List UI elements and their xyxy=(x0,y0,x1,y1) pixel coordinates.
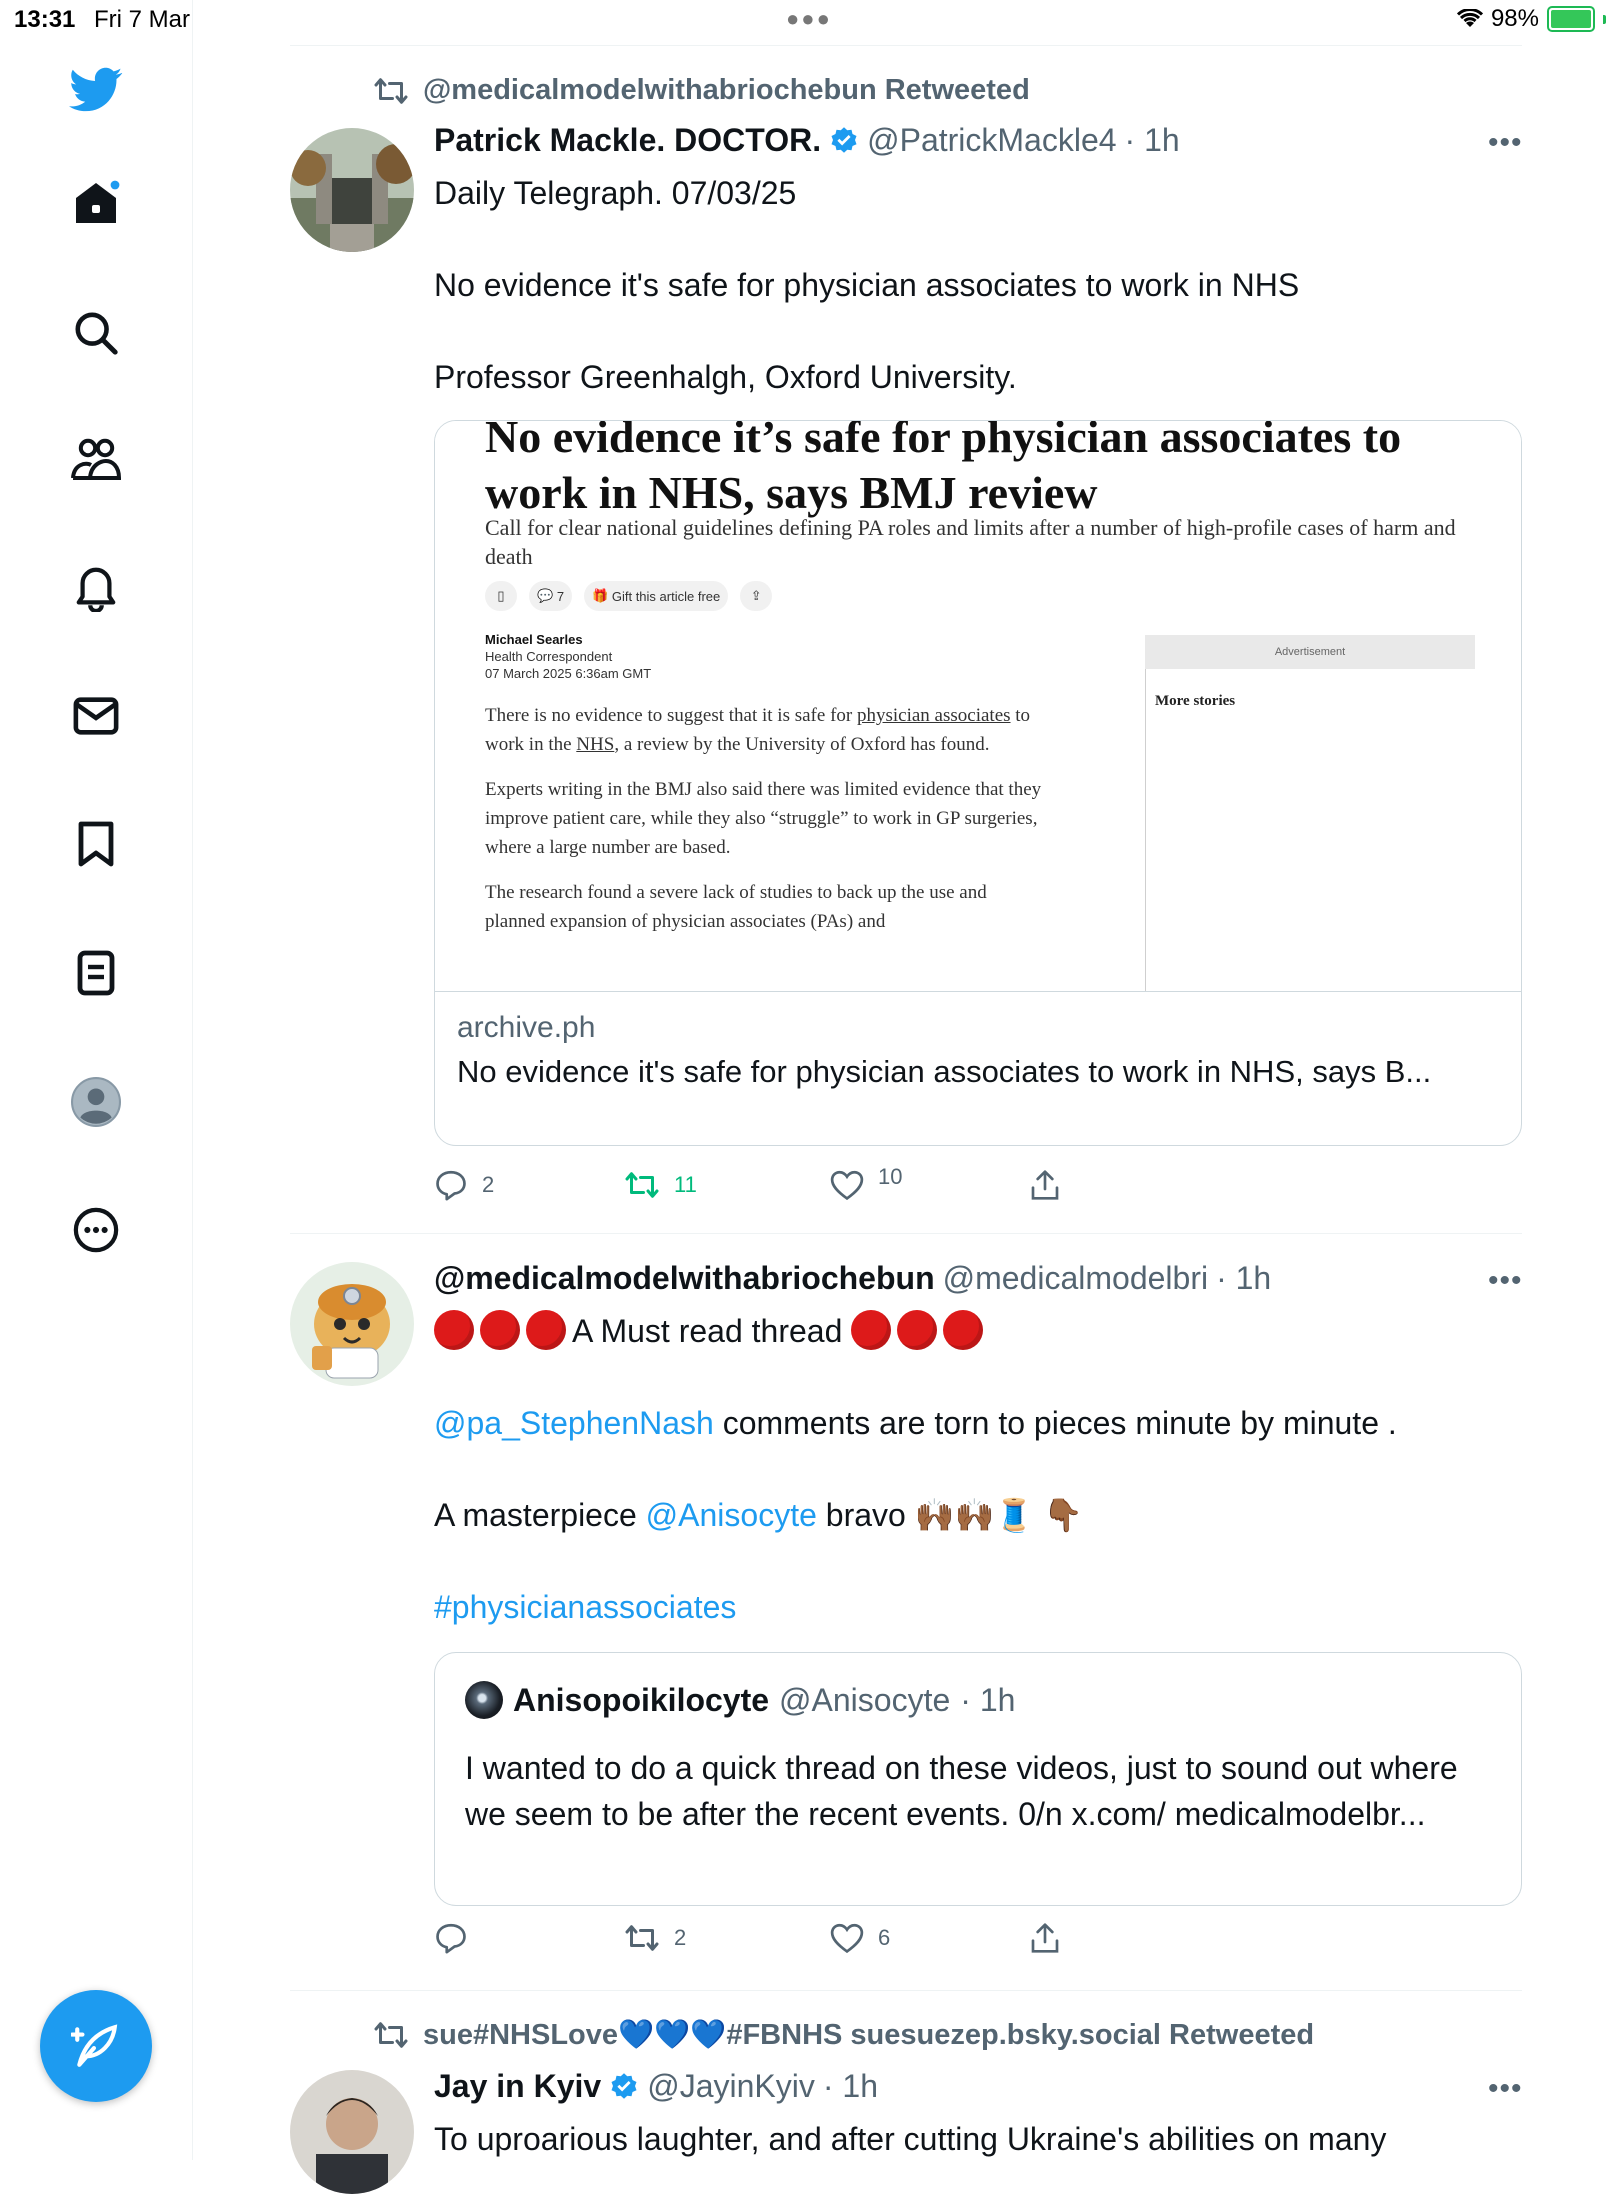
quoted-tweet[interactable] xyxy=(434,1652,1522,1906)
share-icon xyxy=(1030,1922,1060,1954)
quoted-tweet-time: · 1h xyxy=(960,1681,1016,1718)
share-button[interactable] xyxy=(1030,1918,1060,1958)
bookmarks-icon[interactable] xyxy=(66,814,126,874)
tweet-line: A Must read thread xyxy=(434,1308,1494,1354)
tweet-time: · 1h xyxy=(1216,1260,1272,1296)
article-standfirst: Call for clear national guidelines defining PA roles and limits after a number of high-profile cases of harm and death xyxy=(485,515,1456,569)
reply-icon xyxy=(434,1169,468,1201)
retweet-context xyxy=(373,74,1030,107)
mention-link[interactable]: @Anisocyte xyxy=(645,1497,817,1533)
retweeted-by-text[interactable]: @medicalmodelwithabriochebun Retweeted xyxy=(423,74,1030,106)
sidebar xyxy=(0,0,193,2160)
tweet-header xyxy=(434,122,1180,159)
tweet-line: To uproarious laughter, and after cutting Ukraine's abilities on many xyxy=(434,2121,1387,2157)
author-name[interactable]: Jay in Kyiv xyxy=(434,2068,602,2104)
tweet-header xyxy=(434,2068,878,2105)
hashtag-link[interactable]: #physicianassociates xyxy=(434,1589,737,1625)
card-domain: archive.ph xyxy=(457,1011,596,1044)
article-screenshot xyxy=(435,421,1521,992)
sidebar-rule xyxy=(1145,635,1146,992)
retweet-button[interactable]: 11 xyxy=(624,1165,697,1205)
author-handle[interactable]: @JayinKyiv xyxy=(647,2068,815,2104)
red-circle-icon xyxy=(943,1310,983,1350)
like-button[interactable]: 10 xyxy=(830,1165,902,1205)
card-title: No evidence it's safe for physician associates to work in NHS, says B... xyxy=(457,1054,1432,1089)
communities-icon[interactable] xyxy=(66,430,126,490)
tweet-line: @pa_StephenNash comments are torn to pieces minute by minute . xyxy=(434,1405,1397,1441)
red-circle-icon xyxy=(480,1310,520,1350)
tweet-text xyxy=(434,170,1494,400)
share-icon: ⇪ xyxy=(740,581,772,611)
timeline-feed xyxy=(290,0,1522,2160)
article-byline: Michael Searles Health Correspondent 07 March 2025 6:36am GMT xyxy=(485,632,652,681)
advertisement-box: Advertisement xyxy=(1145,635,1475,669)
more-stories-label: More stories xyxy=(1155,693,1236,709)
notifications-bell-icon[interactable] xyxy=(66,558,126,618)
verified-badge-icon xyxy=(609,2072,639,2102)
tweet-line: Daily Telegraph. 07/03/25 xyxy=(434,175,797,211)
profile-avatar-icon[interactable] xyxy=(66,1072,126,1132)
more-options-icon[interactable] xyxy=(66,1200,126,1260)
tweet-line xyxy=(434,1584,1494,1630)
compose-tweet-button[interactable] xyxy=(40,1990,152,2102)
retweet-icon xyxy=(624,1923,660,1953)
red-circle-icon xyxy=(526,1310,566,1350)
reply-button[interactable]: 2 xyxy=(434,1165,494,1205)
tweet-time: · 1h xyxy=(822,2068,878,2104)
tweet-line: A masterpiece @Anisocyte bravo 🙌🏾🙌🏾🧵 👇🏾 xyxy=(434,1497,1083,1533)
share-icon xyxy=(1030,1169,1060,1201)
share-button[interactable] xyxy=(1030,1165,1060,1205)
battery-icon xyxy=(1547,6,1595,32)
heart-icon xyxy=(830,1923,864,1953)
multitasking-dots-icon[interactable]: ●●● xyxy=(786,6,832,31)
feed-divider xyxy=(290,1990,1522,1991)
article-body: There is no evidence to suggest that it is safe for physician associates to work in the NHS, a review by the University of Oxford has found. Experts writing in the BMJ also said there was limited evidence that they improve patient care, while they also “struggle” to work in GP surgeries, where a large number are based. The research found a severe lack of studies to back up the use and planned expansion of physician associates (PAs) and xyxy=(485,705,1042,932)
tweet-text xyxy=(434,1308,1494,1630)
retweeted-by-text[interactable]: sue#NHSLove💙💙💙#FBNHS suesuezep.bsky.social Retweeted xyxy=(423,2019,1315,2051)
more-options-icon[interactable]: ••• xyxy=(1488,126,1523,159)
mention-link[interactable]: @pa_StephenNash xyxy=(434,1405,714,1441)
status-time: 13:31 xyxy=(14,6,76,33)
tweet-line: No evidence it's safe for physician associates to work in NHS xyxy=(434,267,1300,303)
avatar-jay-in-kyiv[interactable] xyxy=(290,2070,414,2194)
retweet-context xyxy=(373,2018,1314,2052)
feed-divider xyxy=(290,45,1522,46)
tweet-actions xyxy=(434,1165,1094,1205)
author-name[interactable]: @medicalmodelwithabriochebun xyxy=(434,1260,935,1296)
tweet-header xyxy=(434,1260,1271,1297)
red-circle-icon xyxy=(851,1310,891,1350)
more-options-icon[interactable]: ••• xyxy=(1488,1264,1523,1297)
red-circle-icon xyxy=(434,1310,474,1350)
tweet-text xyxy=(434,2116,1494,2162)
retweet-icon xyxy=(373,76,409,106)
tweet-actions xyxy=(434,1918,1094,1958)
red-circle-icon xyxy=(897,1310,937,1350)
link-preview-card[interactable] xyxy=(434,420,1522,1146)
like-button[interactable]: 6 xyxy=(830,1918,890,1958)
home-icon[interactable] xyxy=(66,173,126,233)
avatar-medicalmodel[interactable] xyxy=(290,1262,414,1386)
more-options-icon[interactable]: ••• xyxy=(1488,2072,1523,2105)
gift-article-pill: 🎁 Gift this article free xyxy=(584,581,728,611)
search-icon[interactable] xyxy=(66,303,126,363)
battery-percent: 98% xyxy=(1490,5,1539,32)
bookmark-icon: ▯ xyxy=(485,581,517,611)
reply-icon xyxy=(434,1922,468,1954)
reply-button[interactable] xyxy=(434,1918,482,1958)
tweet-time: · 1h xyxy=(1124,122,1180,158)
quoted-tweet-text: I wanted to do a quick thread on these videos, just to sound out where we seem to be after the recent events. 0/n x.com/ medicalmodelbr... xyxy=(465,1750,1458,1832)
status-date: Fri 7 Mar xyxy=(94,6,190,33)
lists-icon[interactable] xyxy=(66,943,126,1003)
quoted-author-handle: @Anisocyte xyxy=(779,1681,951,1718)
article-toolbar xyxy=(485,581,772,611)
retweet-icon xyxy=(373,2020,409,2050)
verified-badge-icon xyxy=(829,126,859,156)
author-handle[interactable]: @medicalmodelbri xyxy=(942,1260,1209,1296)
twitter-logo-icon[interactable] xyxy=(66,60,126,120)
avatar-patrick-mackle[interactable] xyxy=(290,128,414,252)
comments-pill: 💬 7 xyxy=(529,581,572,611)
retweet-icon xyxy=(624,1170,660,1200)
author-handle[interactable]: @PatrickMackle4 xyxy=(867,122,1117,158)
tweet-line: Professor Greenhalgh, Oxford University. xyxy=(434,359,1017,395)
retweet-button[interactable]: 2 xyxy=(624,1918,686,1958)
compose-feather-icon xyxy=(71,2021,121,2071)
quoted-author-name: Anisopoikilocyte xyxy=(513,1681,770,1718)
author-name[interactable]: Patrick Mackle. DOCTOR. xyxy=(434,122,822,158)
messages-envelope-icon[interactable] xyxy=(66,686,126,746)
article-headline: No evidence it’s safe for physician associates to work in NHS, says BMJ review xyxy=(485,421,1402,518)
quoted-tweet-header xyxy=(465,1681,1015,1719)
heart-icon xyxy=(830,1170,864,1200)
feed-divider xyxy=(290,1233,1522,1234)
avatar-anisocyte xyxy=(465,1681,503,1719)
